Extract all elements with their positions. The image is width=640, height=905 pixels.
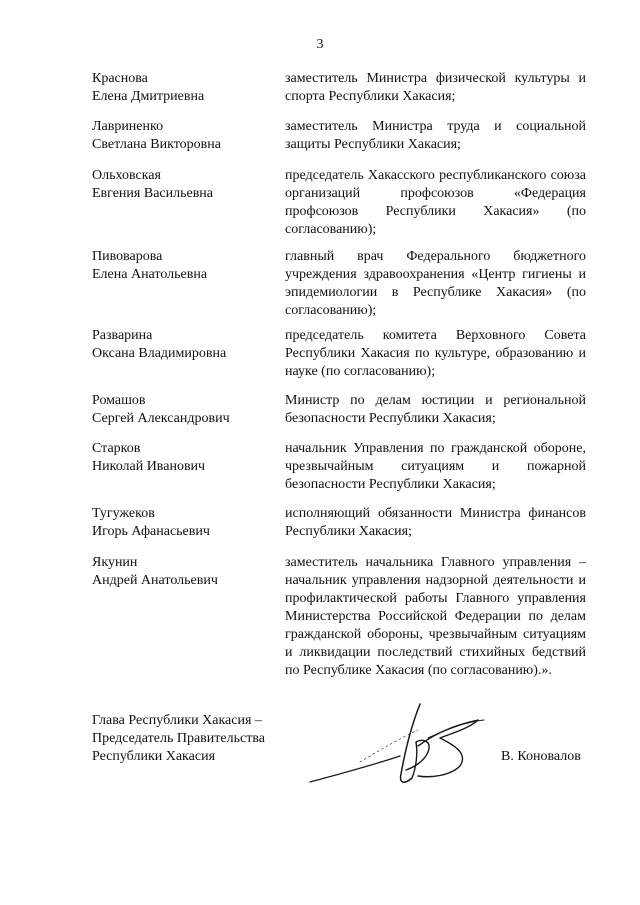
signatory-title-line: Председатель Правительства	[92, 731, 265, 746]
member-given-names: Елена Дмитриевна	[92, 89, 205, 104]
signatory-title	[92, 712, 292, 766]
member-surname: Якунин	[92, 555, 138, 570]
member-surname: Лавриненко	[92, 119, 164, 134]
member-role: Министр по делам юстиции и региональной безопасности Республики Хакасия;	[285, 393, 586, 426]
member-name	[92, 440, 282, 476]
member-role: начальник Управления по гражданской обороне, чрезвычайным ситуациям и пожарной безопасности Республики Хакасия;	[285, 441, 586, 492]
member-surname: Старков	[92, 441, 141, 456]
member-given-names: Андрей Анатольевич	[92, 573, 218, 588]
member-surname: Тугужеков	[92, 506, 155, 521]
member-name	[92, 167, 282, 203]
member-surname: Разварина	[92, 328, 153, 343]
member-role: заместитель начальника Главного управления – начальник управления надзорной деятельности и профилактической работы Главного управления Министерства Российской Федерации по делам гражданской обороны, чрезвычайным ситуациям и ликвидации последствий стихийных бедствий по Республике Хакасия (по согласованию).».	[285, 555, 586, 678]
member-role: заместитель Министра труда и социальной защиты Республики Хакасия;	[285, 119, 586, 152]
member-name	[92, 392, 282, 428]
handwritten-signature	[300, 690, 510, 800]
member-given-names: Светлана Викторовна	[92, 137, 221, 152]
member-surname: Ромашов	[92, 393, 146, 408]
signatory-title-line: Глава Республики Хакасия –	[92, 713, 262, 728]
member-name	[92, 505, 282, 541]
member-surname: Краснова	[92, 71, 148, 86]
member-role: председатель комитета Верховного Совета Республики Хакасия по культуре, образованию и науке (по согласованию);	[285, 328, 586, 379]
signatory-title-line: Республики Хакасия	[92, 749, 216, 764]
member-given-names: Николай Иванович	[92, 459, 206, 474]
member-name	[92, 327, 282, 363]
member-given-names: Сергей Александрович	[92, 411, 230, 426]
member-surname: Ольховская	[92, 168, 161, 183]
member-name	[92, 70, 282, 106]
member-role: главный врач Федерального бюджетного учреждения здравоохранения «Центр гигиены и эпидемиологии в Республике Хакасия» (по согласованию);	[285, 249, 586, 318]
member-given-names: Евгения Васильевна	[92, 186, 214, 201]
member-role: заместитель Министра физической культуры и спорта Республики Хакасия;	[285, 71, 586, 104]
member-role: председатель Хакасского республиканского союза организаций профсоюзов «Федерация профсоюзов Республики Хакасия» (по согласованию);	[285, 168, 586, 237]
member-name	[92, 248, 282, 284]
member-role: исполняющий обязанности Министра финансов Республики Хакасия;	[285, 506, 586, 539]
member-name	[92, 554, 282, 590]
member-name	[92, 118, 282, 154]
member-given-names: Елена Анатольевна	[92, 267, 208, 282]
member-given-names: Оксана Владимировна	[92, 346, 227, 361]
member-given-names: Игорь Афанасьевич	[92, 524, 210, 539]
member-surname: Пивоварова	[92, 249, 163, 264]
page-number: 3	[316, 37, 324, 52]
signer-name: В. Коновалов	[501, 749, 581, 764]
